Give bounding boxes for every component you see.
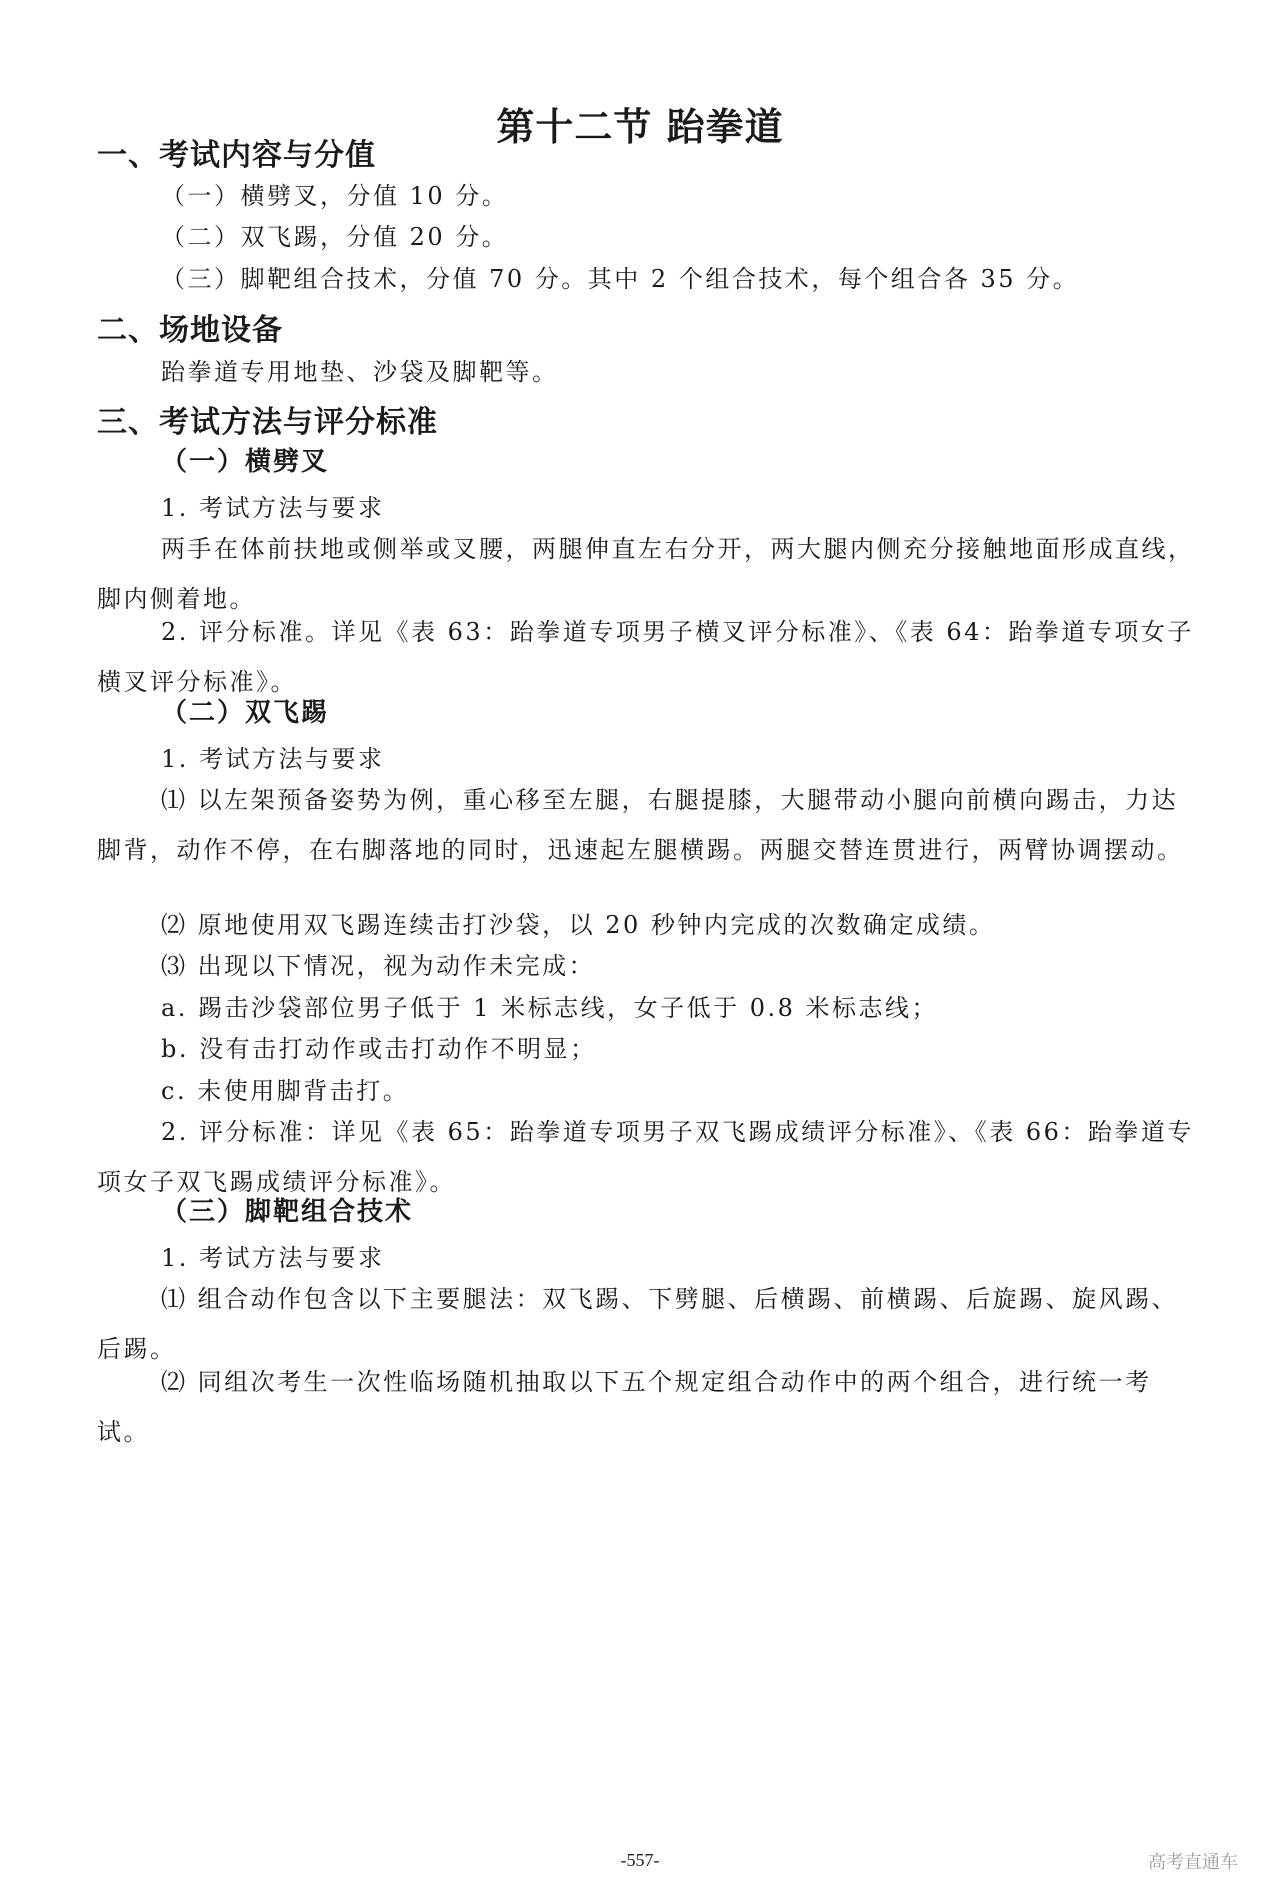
sub3-para-2: ⑵ 同组次考生一次性临场随机抽取以下五个规定组合动作中的两个组合，进行统一考试。 [97,1368,1152,1446]
page-title: 第十二节 跆拳道 [496,105,784,149]
watermark-text: 高考直通车 [1148,1852,1238,1873]
sub2-score-text: 2. 评分标准：详见《表 65：跆拳道专项男子双飞踢成绩评分标准》、《表 66：跆拳道专项女子双飞踢成绩评分标准》。 [97,1118,1194,1196]
page-number: -557- [620,1850,660,1870]
sub2-item-b: b. 没有击打动作或击打动作不明显； [161,1035,597,1063]
sub2-para-2: ⑵ 原地使用双飞踢连续击打沙袋，以 20 秒钟内完成的次数确定成绩。 [161,911,996,939]
sub2-method-title: 1. 考试方法与要求 [161,745,385,773]
sub3-para-1: ⑴ 组合动作包含以下主要腿法：双飞踢、下劈腿、后横踢、前横踢、后旋踢、旋风踢、后踢。 [97,1285,1179,1363]
s1-item-3: （三）脚靶组合技术，分值 70 分。其中 2 个组合技术，每个组合各 35 分。 [161,265,1080,293]
sub2-item-c: c. 未使用脚背击打。 [161,1077,410,1105]
sub2-item-a: a. 踢击沙袋部位男子低于 1 米标志线，女子低于 0.8 米标志线； [161,994,939,1022]
sub-heading-1: （一）横劈叉 [161,447,330,477]
sub1-method-title: 1. 考试方法与要求 [161,494,385,522]
sub2-para-1: ⑴ 以左架预备姿势为例，重心移至左腿，右腿提膝，大腿带动小腿向前横向踢击，力达脚背，动作不停，在右脚落地的同时，迅速起左腿横踢。两腿交替连贯进行，两臂协调摆动。 [97,786,1184,864]
sub1-score-text: 2. 评分标准。详见《表 63：跆拳道专项男子横叉评分标准》、《表 64：跆拳道专项女子横叉评分标准》。 [97,618,1194,696]
section-heading-3: 三、考试方法与评分标准 [97,405,438,440]
sub1-method-text: 两手在体前扶地或侧举或叉腰，两腿伸直左右分开，两大腿内侧充分接触地面形成直线，脚内侧着地。 [97,535,1195,613]
section-heading-2: 二、场地设备 [97,313,283,348]
s1-item-1: （一）横劈叉，分值 10 分。 [161,182,509,210]
sub2-para-3: ⑶ 出现以下情况，视为动作未完成： [161,952,596,980]
sub3-method-title: 1. 考试方法与要求 [161,1244,385,1272]
section-heading-1: 一、考试内容与分值 [97,138,376,173]
sub-heading-3: （三）脚靶组合技术 [161,1197,414,1227]
s2-text: 跆拳道专用地垫、沙袋及脚靶等。 [161,358,559,386]
s1-item-2: （二）双飞踢，分值 20 分。 [161,223,509,251]
sub-heading-2: （二）双飞踢 [161,698,330,728]
